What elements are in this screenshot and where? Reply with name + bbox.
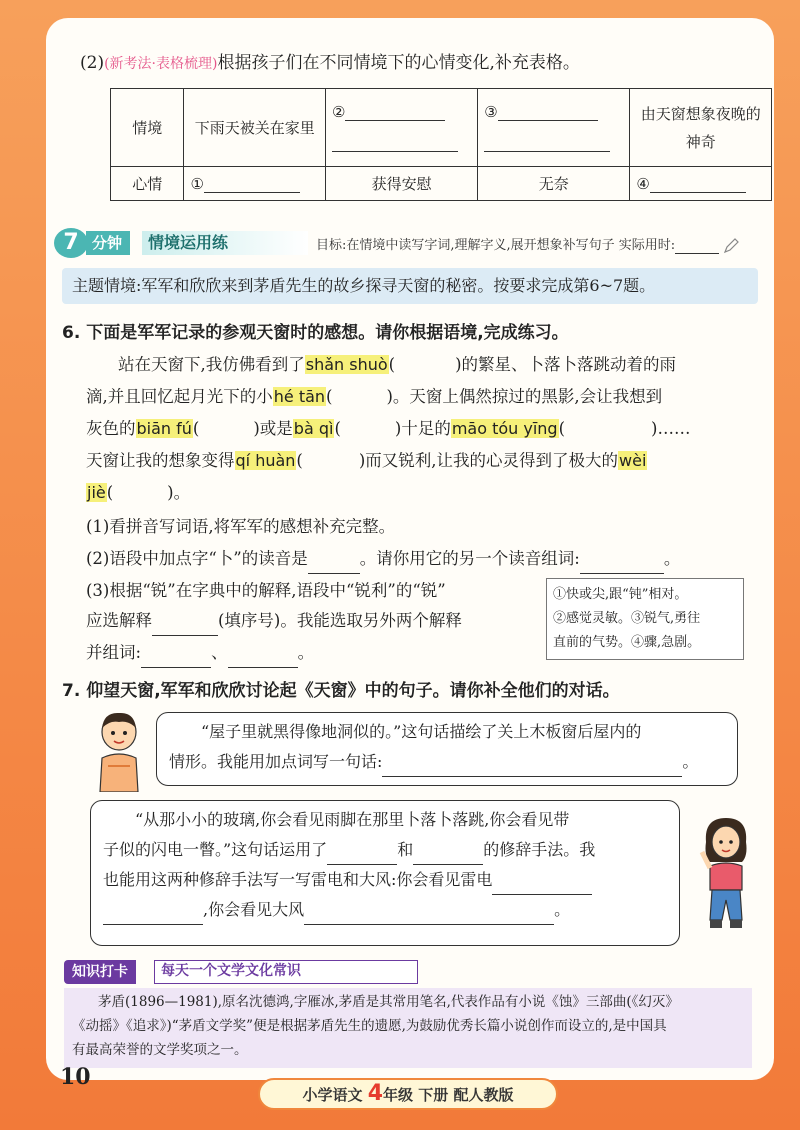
pinyin-hetan: hé tān xyxy=(273,387,326,406)
q6-line-2: 滴,并且回忆起月光下的小hé tān( )。天窗上偶然掠过的黑影,会让我想到 xyxy=(86,387,663,406)
girl-illustration xyxy=(696,812,756,940)
table-cell: 由天窗想象夜晚的神奇 xyxy=(630,89,772,167)
question-number: (2) xyxy=(80,53,105,73)
question-7-title: 7. 仰望天窗,军军和欣欣讨论起《天窗》中的句子。请你补全他们的对话。 xyxy=(62,681,620,701)
table-cell: 下雨天被关在家里 xyxy=(184,89,326,167)
pinyin-maotouying: māo tóu yīng xyxy=(451,419,558,438)
q6-sub-1: (1)看拼音写词语,将军军的感想补充完整。 xyxy=(86,517,396,536)
answer-blank[interactable] xyxy=(228,651,298,668)
table-cell-answer-2[interactable]: ② xyxy=(326,89,478,167)
answer-blank[interactable] xyxy=(382,760,682,777)
dictionary-box: ①快或尖,跟“钝”相对。 ②感觉灵敏。③锐气,勇往 直前的气势。④骤,急剧。 xyxy=(546,578,744,660)
pinyin-bianfu: biān fú xyxy=(136,419,192,438)
table-row-header: 情境 xyxy=(111,89,184,167)
question-tag: (新考法·表格梳理) xyxy=(104,56,218,72)
card-body: 茅盾(1896—1981),原名沈德鸿,字雁冰,茅盾是其常用笔名,代表作品有小说《蚀》三部曲(《幻灭》 《动摇》《追求》)“茅盾文学奖”便是根据茅盾先生的遗愿,为鼓励优秀长篇小说创作而设立的,是中国具 有最高荣誉的文学奖项之一。 xyxy=(64,988,752,1068)
mood-table xyxy=(110,88,772,201)
section-goal: 目标:在情境中读写字词,理解字义,展开想象补写句子 实际用时: xyxy=(316,234,739,254)
card-subheader: 每天一个文学文化常识 xyxy=(154,960,418,984)
pinyin-shanshuo: shǎn shuò xyxy=(305,355,388,374)
answer-blank[interactable] xyxy=(308,557,360,574)
question-2-line xyxy=(80,48,580,73)
speech-bubble-girl: “从那小小的玻璃,你会看见雨脚在那里卜落卜落跳,你会看见带 子似的闪电一瞥。”这句话运用了 和 的修辞手法。我 也能用这两种修辞手法写一写雷电和大风:你会看见雷电 ,你会看见大风 。 xyxy=(90,800,680,946)
answer-blank[interactable] xyxy=(152,619,218,636)
table-cell-answer-4[interactable]: ④ xyxy=(630,167,772,201)
theme-banner: 主题情境:军军和欣欣来到茅盾先生的故乡探寻天窗的秘密。按要求完成第6~7题。 xyxy=(62,268,758,304)
table-cell: 获得安慰 xyxy=(326,167,478,201)
table-row-header: 心情 xyxy=(111,167,184,201)
table-cell: 无奈 xyxy=(478,167,630,201)
answer-blank[interactable] xyxy=(141,651,211,668)
answer-blank[interactable] xyxy=(492,878,592,895)
q6-sub-3-line-2: 应选解释 (填序号)。我能选取另外两个解释 xyxy=(86,606,462,636)
time-blank[interactable] xyxy=(675,237,719,254)
pinyin-baqi: bà qì xyxy=(293,419,334,438)
answer-blank[interactable] xyxy=(327,848,397,865)
grade-number: 4 xyxy=(367,1081,384,1106)
section-number: 7 xyxy=(54,228,88,258)
section-minute-label: 分钟 xyxy=(86,231,130,255)
q6-sub-2: (2)语段中加点字“卜”的读音是 。请你用它的另一个读音组词: 。 xyxy=(86,544,680,574)
q6-line-5: jiè( )。 xyxy=(87,483,191,502)
q6-line-3: 灰色的biān fú( )或是bà qì( )十足的māo tóu yīng( )…… xyxy=(86,419,691,438)
q6-sub-3: (3)根据“锐”在字典中的解释,语段中“锐利”的“锐” xyxy=(86,581,446,600)
section-header xyxy=(54,228,764,258)
table-cell-answer-1[interactable]: ① xyxy=(184,167,326,201)
pinyin-jie: jiè xyxy=(87,483,106,502)
answer-blank[interactable] xyxy=(413,848,483,865)
answer-blank[interactable] xyxy=(580,557,664,574)
card-header: 知识打卡 xyxy=(64,960,136,984)
page-number: 10 xyxy=(60,1064,91,1090)
q6-sub-3-line-3: 并组词: 、 。 xyxy=(86,638,314,668)
pencil-icon xyxy=(723,238,739,254)
question-6-title: 6. 下面是军军记录的参观天窗时的感想。请你根据语境,完成练习。 xyxy=(62,323,569,343)
knowledge-card xyxy=(58,960,758,1060)
q6-line-1: 站在天窗下,我仿佛看到了shǎn shuò( )的繁星、卜落卜落跳动着的雨 xyxy=(118,355,677,374)
footer-badge: 小学语文 4年级 下册 配人教版 xyxy=(258,1078,558,1110)
speech-bubble-boy: “屋子里就黑得像地洞似的。”这句话描绘了关上木板窗后屋内的 情形。我能用加点词写一句话: 。 xyxy=(156,712,738,786)
q6-line-4: 天窗让我的想象变得qí huàn( )而又锐利,让我的心灵得到了极大的wèi xyxy=(86,451,647,470)
section-title: 情境运用练 xyxy=(142,231,308,255)
question-text: 根据孩子们在不同情境下的心情变化,补充表格。 xyxy=(217,53,580,73)
table-cell-answer-3[interactable]: ③ xyxy=(478,89,630,167)
pinyin-qihuan: qí huàn xyxy=(235,451,296,470)
boy-illustration xyxy=(88,708,150,792)
answer-blank[interactable] xyxy=(304,908,554,925)
answer-blank[interactable] xyxy=(103,908,203,925)
pinyin-wei: wèi xyxy=(619,451,647,470)
